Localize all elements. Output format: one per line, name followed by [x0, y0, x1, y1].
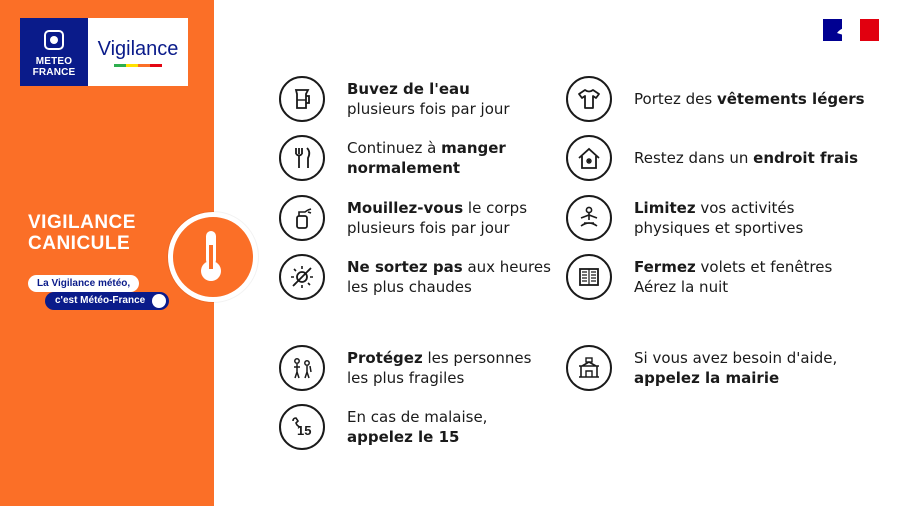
tip-segment: Restez dans un [634, 149, 754, 167]
vigilance-logo [88, 18, 188, 86]
tip-stay-inside [279, 254, 551, 300]
vig-bar-green [114, 64, 126, 67]
title-line2: CANICULE [28, 233, 131, 254]
tip-line2 [634, 218, 803, 238]
vig-bar-red [150, 64, 162, 67]
meditation-icon [566, 195, 612, 241]
tip-drink-water [279, 76, 510, 122]
tip-line2 [347, 427, 487, 447]
tip-emphasis: Protégez [347, 349, 423, 367]
tip-protect-vulnerable [279, 345, 531, 391]
tip-segment: Aérez la nuit [634, 278, 729, 296]
tip-segment: Continuez à [347, 139, 442, 157]
tip-line1 [634, 198, 803, 218]
tip-line2 [634, 277, 832, 297]
tip-line1 [634, 348, 837, 368]
tip-segment: plusieurs fois par jour [347, 100, 510, 118]
meteo-france-emblem-icon [44, 30, 64, 50]
tagline-pill-2-text: c'est Météo-France [55, 295, 146, 306]
cutlery-icon [279, 135, 325, 181]
tip-segment: les plus chaudes [347, 278, 472, 296]
tip-text [634, 348, 837, 388]
tip-segment: Portez des [634, 90, 717, 108]
tip-text [347, 348, 531, 388]
tip-close-shutters [566, 254, 832, 300]
tip-line1 [347, 257, 551, 277]
tip-line2 [634, 368, 837, 388]
tip-emphasis: appelez le 15 [347, 428, 460, 446]
vigilance-title [28, 212, 136, 254]
tip-cool-place [566, 135, 858, 181]
tip-text [634, 89, 865, 109]
tip-call-town-hall [566, 345, 837, 391]
french-republic-flag-icon [823, 19, 879, 41]
tip-emphasis: Buvez de l'eau [347, 80, 470, 98]
tip-emphasis: manger [441, 139, 506, 157]
tip-line1 [634, 257, 832, 277]
thermometer-badge [168, 212, 258, 302]
vigilance-color-bar [114, 64, 162, 67]
tip-light-clothes [566, 76, 865, 122]
water-jug-icon [279, 76, 325, 122]
vig-bar-yellow [126, 64, 138, 67]
tip-segment: physiques et sportives [634, 219, 804, 237]
tip-emphasis: Ne sortez pas [347, 258, 463, 276]
tip-wet-body [279, 195, 527, 241]
tip-segment: le corps [463, 199, 528, 217]
tip-segment: En cas de malaise, [347, 408, 488, 426]
tip-emphasis: endroit frais [753, 149, 859, 167]
phone-15-label: 15 [297, 423, 312, 438]
tip-line1 [347, 348, 531, 368]
tip-line1 [634, 148, 858, 168]
tip-text [347, 79, 510, 119]
tip-segment: aux heures [462, 258, 551, 276]
vigilance-word: Vigilance [97, 37, 179, 60]
tip-emphasis: appelez la mairie [634, 369, 780, 387]
title-line1: VIGILANCE [28, 212, 136, 233]
tip-emphasis: vêtements légers [716, 90, 865, 108]
tip-line1 [347, 79, 510, 99]
vig-bar-orange [138, 64, 150, 67]
tip-segment: volets et fenêtres [695, 258, 833, 276]
tip-emphasis: Fermez [634, 258, 696, 276]
tip-line2 [347, 158, 506, 178]
meteo-france-mark [20, 18, 88, 86]
tip-line1 [347, 198, 527, 218]
tip-line2 [347, 368, 531, 388]
no-sun-icon [279, 254, 325, 300]
tip-line1 [347, 407, 487, 427]
tip-line2 [347, 99, 510, 119]
tip-text [347, 138, 506, 178]
tip-text [347, 198, 527, 238]
tip-text [634, 257, 832, 297]
tip-line1 [347, 138, 506, 158]
logo-org-line1: METEO [35, 56, 73, 67]
family-icon [279, 345, 325, 391]
shutters-icon [566, 254, 612, 300]
tip-text [634, 198, 803, 238]
town-hall-icon [566, 345, 612, 391]
tip-segment: les plus fragiles [347, 369, 465, 387]
tip-line2 [347, 277, 551, 297]
tip-line1 [634, 89, 865, 109]
logo-org-line2: FRANCE [32, 67, 76, 78]
tip-segment: Si vous avez besoin d'aide, [634, 349, 838, 367]
tip-text [347, 257, 551, 297]
tip-segment: vos activités [695, 199, 795, 217]
tip-text [634, 148, 858, 168]
tagline-pill-2 [45, 292, 169, 310]
t-shirt-icon [566, 76, 612, 122]
tip-line2 [347, 218, 527, 238]
tip-call-15 [279, 404, 487, 450]
tagline-pill-1: La Vigilance météo, [28, 275, 139, 292]
tip-eat-normally [279, 135, 506, 181]
thermometer-icon [173, 217, 253, 297]
tip-segment: plusieurs fois par jour [347, 219, 510, 237]
tip-text [347, 407, 487, 447]
tip-emphasis: Mouillez-vous [347, 199, 464, 217]
spray-bottle-icon [279, 195, 325, 241]
phone-15-icon [279, 404, 325, 450]
tip-segment: les personnes [422, 349, 532, 367]
toggle-knob-icon [152, 294, 166, 308]
tip-emphasis: Limitez [634, 199, 696, 217]
cool-house-icon [566, 135, 612, 181]
meteo-france-logo [20, 18, 188, 86]
tip-limit-activity [566, 195, 803, 241]
tip-emphasis: normalement [347, 159, 461, 177]
